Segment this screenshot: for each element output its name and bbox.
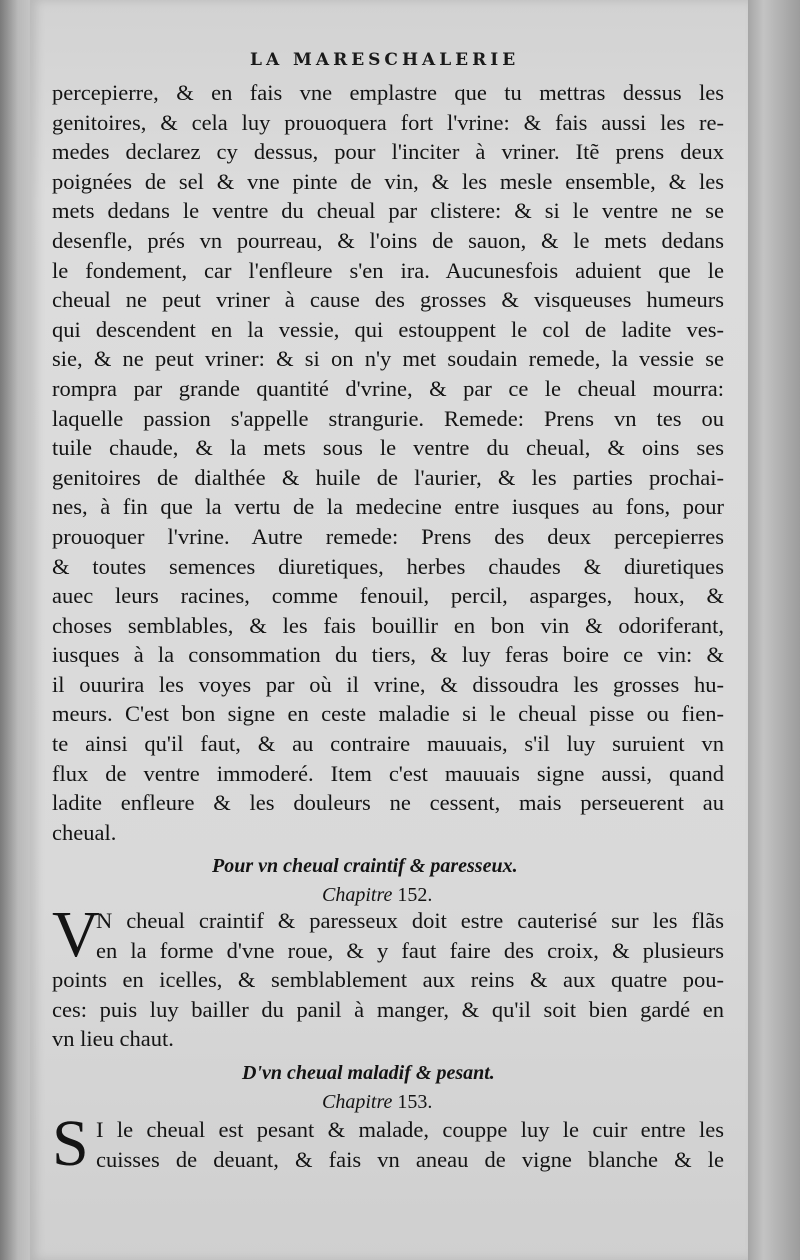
text-line: rompra par grande quantité d'vrine, & par ce le cheual mourra: — [52, 375, 724, 401]
chapter-number: 153. — [397, 1091, 433, 1113]
text-line: sie, & ne peut vriner: & si on n'y met soudain remede, la vessie se — [52, 346, 724, 372]
text-line: cuisses de deuant, & fais vn aneau de vigne blanche & le — [96, 1146, 724, 1172]
page-gutter — [748, 0, 800, 1260]
text-line: en la forme d'vne roue, & y faut faire des croix, & plusieurs — [96, 937, 724, 963]
text-line: genitoires de dialthée & huile de l'aurier, & les parties prochai- — [52, 464, 724, 490]
text-line: flux de ventre immoderé. Item c'est mauuais signe aussi, quand — [52, 760, 724, 786]
text-line: qui descendent en la vessie, qui estouppent le col de ladite ves- — [52, 316, 724, 342]
text-line: ces: puis luy bailler du panil à manger, & qu'il soit bien gardé en — [52, 996, 724, 1022]
text-line: genitoires, & cela luy prouoquera fort l'vrine: & fais aussi les re- — [52, 109, 724, 135]
chapter-label-152 — [322, 884, 432, 907]
text-line: auec leurs racines, comme fenouil, percil, asparges, houx, & — [52, 583, 724, 609]
drop-cap: V — [52, 898, 100, 971]
text-line: ladite enfleure & les douleurs ne cessent, mais perseuerent au — [52, 790, 724, 816]
text-line: iusques à la consommation du tiers, & luy feras boire ce vin: & — [52, 642, 724, 668]
text-line: medes declarez cy dessus, pour l'inciter à vriner. Itẽ prens deux — [52, 139, 724, 165]
text-line: cheual. — [52, 819, 117, 845]
section-152-body — [52, 898, 732, 1054]
chapter-word: Chapitre — [322, 1091, 393, 1113]
text-line: tuile chaude, & la mets sous le ventre du cheual, & oins ses — [52, 435, 724, 461]
text-line: cheual ne peut vriner à cause des grosses & visqueuses humeurs — [52, 287, 724, 313]
chapter-label-153 — [322, 1091, 432, 1114]
chapter-number: 152. — [397, 884, 433, 906]
text-line: I le cheual est pesant & malade, couppe luy le cuir entre les — [96, 1117, 724, 1142]
text-line: te ainsi qu'il faut, & au contraire mauuais, s'il luy suruient vn — [52, 731, 724, 757]
running-title: LA MARESCHALERIE — [250, 50, 520, 70]
text-line: nes, à fin que la vertu de la medecine entre iusques au fons, pour — [52, 494, 724, 520]
text-line: meurs. C'est bon signe en ceste maladie si le cheual pisse ou fien- — [52, 701, 724, 727]
text-line: choses semblables, & les fais bouillir en bon vin & odoriferant, — [52, 612, 724, 638]
text-line: vn lieu chaut. — [52, 1026, 174, 1052]
section-heading-152: Pour vn cheual craintif & paresseux. — [212, 855, 518, 877]
chapter-word: Chapitre — [322, 884, 393, 906]
section-153-body — [52, 1107, 732, 1180]
section-heading-153: D'vn cheual maladif & pesant. — [242, 1062, 495, 1084]
text-line: il ouurira les voyes par où il vrine, & dissoudra les grosses hu- — [52, 671, 724, 697]
text-line: laquelle passion s'appelle strangurie. Remede: Prens vn tes ou — [52, 405, 724, 431]
text-line: & toutes semences diuretiques, herbes chaudes & diuretiques — [52, 553, 724, 579]
text-line: mets dedans le ventre du cheual par clistere: & si le ventre ne se — [52, 198, 724, 224]
drop-cap: S — [52, 1107, 89, 1180]
text-line: le fondement, car l'enfleure s'en ira. Aucunesfois aduient que le — [52, 257, 724, 283]
continued-paragraph — [52, 78, 732, 847]
text-line: N cheual craintif & paresseux doit estre cauterisé sur les flãs — [96, 908, 724, 933]
text-line: percepierre, & en fais vne emplastre que tu mettras dessus les — [52, 80, 724, 105]
text-line: poignées de sel & vne pinte de vin, & les mesle ensemble, & les — [52, 168, 724, 194]
text-line: points en icelles, & semblablement aux reins & aux quatre pou- — [52, 967, 724, 993]
text-line: desenfle, prés vn pourreau, & l'oins de sauon, & le mets dedans — [52, 227, 724, 253]
text-line: prouoquer l'vrine. Autre remede: Prens des deux percepierres — [52, 523, 724, 549]
